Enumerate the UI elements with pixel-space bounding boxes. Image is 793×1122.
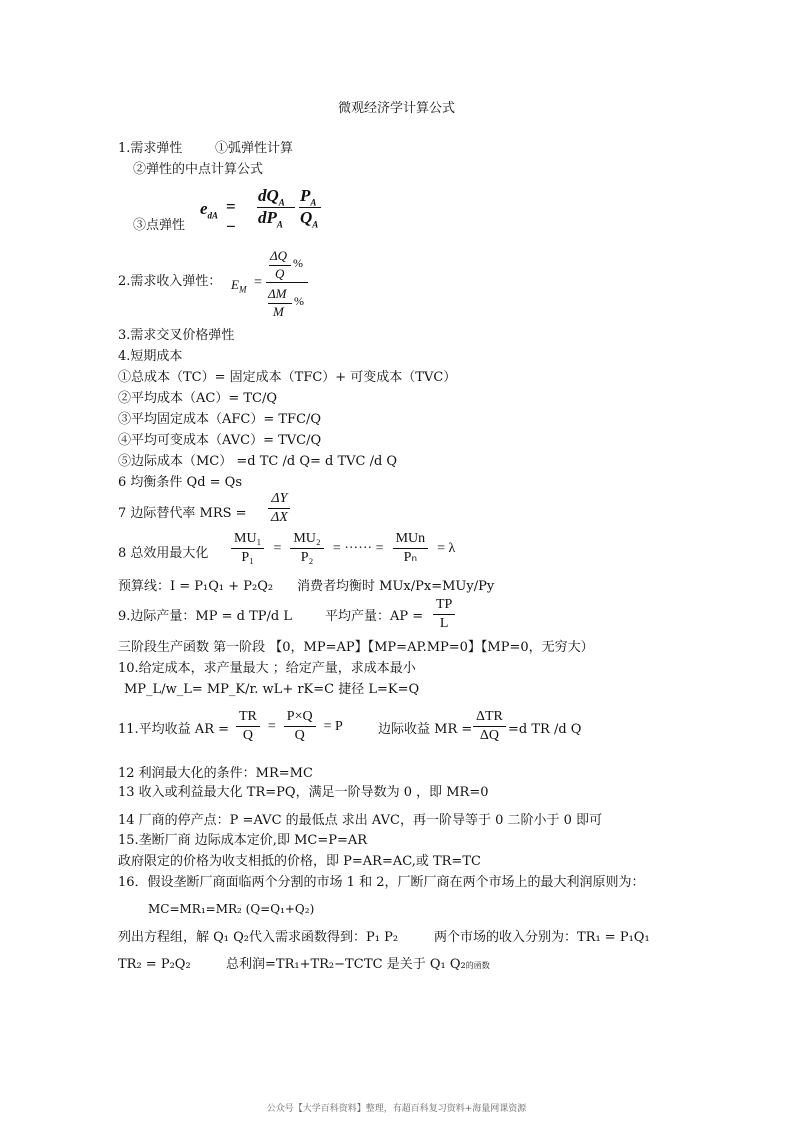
em-pct-2: % (294, 294, 304, 308)
p1: P₁ (241, 550, 255, 565)
line-tc-function: TC 是关于 Q₁ Q₂的函数 (364, 957, 490, 972)
line-marginal-cost: ⑤边际成本（MC） =d TC /d Q= d TVC /d Q (118, 454, 398, 469)
ar-num1: TR (236, 708, 260, 727)
line-cross-elasticity: 3.需求交叉价格弹性 (118, 328, 235, 343)
formula-mr (470, 708, 509, 745)
ed-den2: $Q_A$ (300, 208, 319, 230)
ar-den2: Q (294, 728, 305, 743)
line-solve-equations: 列出方程组，解 Q₁ Q₂代入需求函数得到：P₁ P₂ (118, 930, 399, 945)
line-avc: ④平均可变成本（AVC）= TVC/Q (118, 433, 322, 448)
line-marginal-revenue: 边际收益 MR = (378, 722, 473, 737)
page-title: 微观经济学计算公式 (337, 101, 455, 116)
eq-dots: = ······ = (332, 540, 384, 556)
em-num-bot: Q (275, 266, 285, 281)
line-mp-ratio: MP_L/w_L= MP_K/r. wL+ rK=C 捷径 L=K=Q (124, 682, 420, 697)
mr-num: ΔTR (473, 708, 506, 727)
line-utility-max: 8 总效用最大化 (118, 546, 209, 561)
line-revenue-max: 13 收入或利益最大化 TR=PQ，满足一阶导数为 0 ，即 MR=0 (118, 785, 489, 800)
line-total-profit: 总利润=TR₁+TR₂−TC (226, 957, 364, 972)
line-demand-elasticity: 1.需求弹性 (118, 141, 183, 156)
lambda: = λ (437, 540, 456, 556)
pn: Pₙ (403, 550, 418, 565)
ar-den1: Q (242, 728, 253, 743)
em-num-top: ΔQ (270, 248, 288, 263)
mrs-num: ΔY (268, 490, 290, 509)
line-afc: ③平均固定成本（AFC）= TFC/Q (118, 412, 322, 427)
line-marginal-product: 9.边际产量：MP = d TP/d L (118, 609, 292, 624)
line-price-discrimination: 16．假设垄断厂商面临两个分割的市场 1 和 2，厂断厂商在两个市场上的最大利润原则为： (118, 875, 645, 890)
formula-ap (430, 596, 458, 633)
line-shutdown-point: 14 厂商的停产点：P =AVC 的最低点 求出 AVC，再一阶导等于 0 二阶小于 0 即可 (118, 813, 603, 828)
ap-num: TP (433, 596, 455, 615)
line-mc-mr-condition: MC=MR₁=MR₂ (Q=Q₁+Q₂) (148, 902, 315, 916)
line-total-cost: ①总成本（TC）= 固定成本（TFC）+ 可变成本（TVC） (118, 370, 457, 385)
ed-den1: $dP_A$ (258, 208, 283, 230)
ed-num1: $dQ_A$ (258, 186, 285, 208)
ed-minus: = − (226, 197, 236, 236)
em-eq: = (254, 275, 262, 290)
formula-income-elasticity (231, 246, 321, 322)
ar-num2: P×Q (284, 708, 316, 727)
line-point-elasticity: ③点弹性 (133, 218, 186, 233)
mrs-den: ΔX (271, 510, 288, 525)
line-short-run-cost: 4.短期成本 (118, 349, 183, 364)
line-mr-derivative: =d TR /d Q (508, 722, 582, 737)
line-monopoly-pricing: 15.垄断厂商 边际成本定价,即 MC=P=AR (118, 833, 368, 848)
formula-utility-max (228, 530, 455, 567)
ed-num2: $P_A$ (300, 186, 317, 208)
em-den-bot: M (273, 304, 284, 319)
line-profit-max: 12 利润最大化的条件：MR=MC (118, 766, 313, 781)
em-pct-1: % (293, 256, 303, 270)
mun: MUn (393, 530, 429, 549)
line-market-revenues: 两个市场的收入分别为：TR₁ = P₁Q₁ (434, 930, 650, 945)
em-main-bar (266, 282, 308, 283)
line-budget: 预算线：I = P₁Q₁ + P₂Q₂ (118, 579, 274, 594)
mu2: MU₂ (290, 530, 323, 549)
eq-1: = (273, 540, 282, 556)
line-equilibrium: 6 均衡条件 Qd = Qs (118, 475, 243, 490)
ap-den: L (439, 616, 449, 631)
line-given-cost: 10.给定成本，求产量最大 ；给定产量，求成本最小 (118, 661, 416, 676)
line-average-revenue: 11.平均收益 AR = (118, 722, 230, 737)
formula-mrs (265, 490, 294, 527)
ar-eq-p: = P (323, 718, 343, 734)
formula-ar (233, 708, 343, 745)
line-tr2: TR₂ = P₂Q₂ (118, 957, 191, 972)
mu1: MU₁ (231, 530, 264, 549)
line-midpoint-formula: ②弹性的中点计算公式 (133, 162, 264, 177)
em-den-top: ΔM (268, 286, 287, 301)
line-consumer-equilibrium: 消费者均衡时 MUx/Px=MUy/Py (297, 579, 495, 594)
footer-note: 公众号【大学百科资料】整理，有超百科复习资料+海量网课资源 (266, 1104, 527, 1114)
ar-eq: = (267, 718, 276, 734)
mr-den: ΔQ (479, 728, 500, 743)
line-average-product: 平均产量：AP = (325, 609, 424, 624)
line-income-elasticity: 2.需求收入弹性： (118, 274, 222, 289)
em-lhs: $E_M$ (231, 277, 247, 295)
line-government-price: 政府限定的价格为收支相抵的价格，即 P=AR=AC,或 TR=TC (118, 854, 481, 869)
p2: P₂ (300, 550, 314, 565)
line-mrs: 7 边际替代率 MRS = (118, 506, 247, 521)
line-average-cost: ②平均成本（AC）= TC/Q (118, 391, 278, 406)
ed-lhs: $e_{dA}$ (200, 199, 219, 221)
line-three-stages: 三阶段生产函数 第一阶段 【0，MP=AP】【MP=AP.MP=0】【MP=0，无穷大） (118, 640, 594, 655)
line-arc-elasticity: ①弧弹性计算 (215, 141, 294, 156)
